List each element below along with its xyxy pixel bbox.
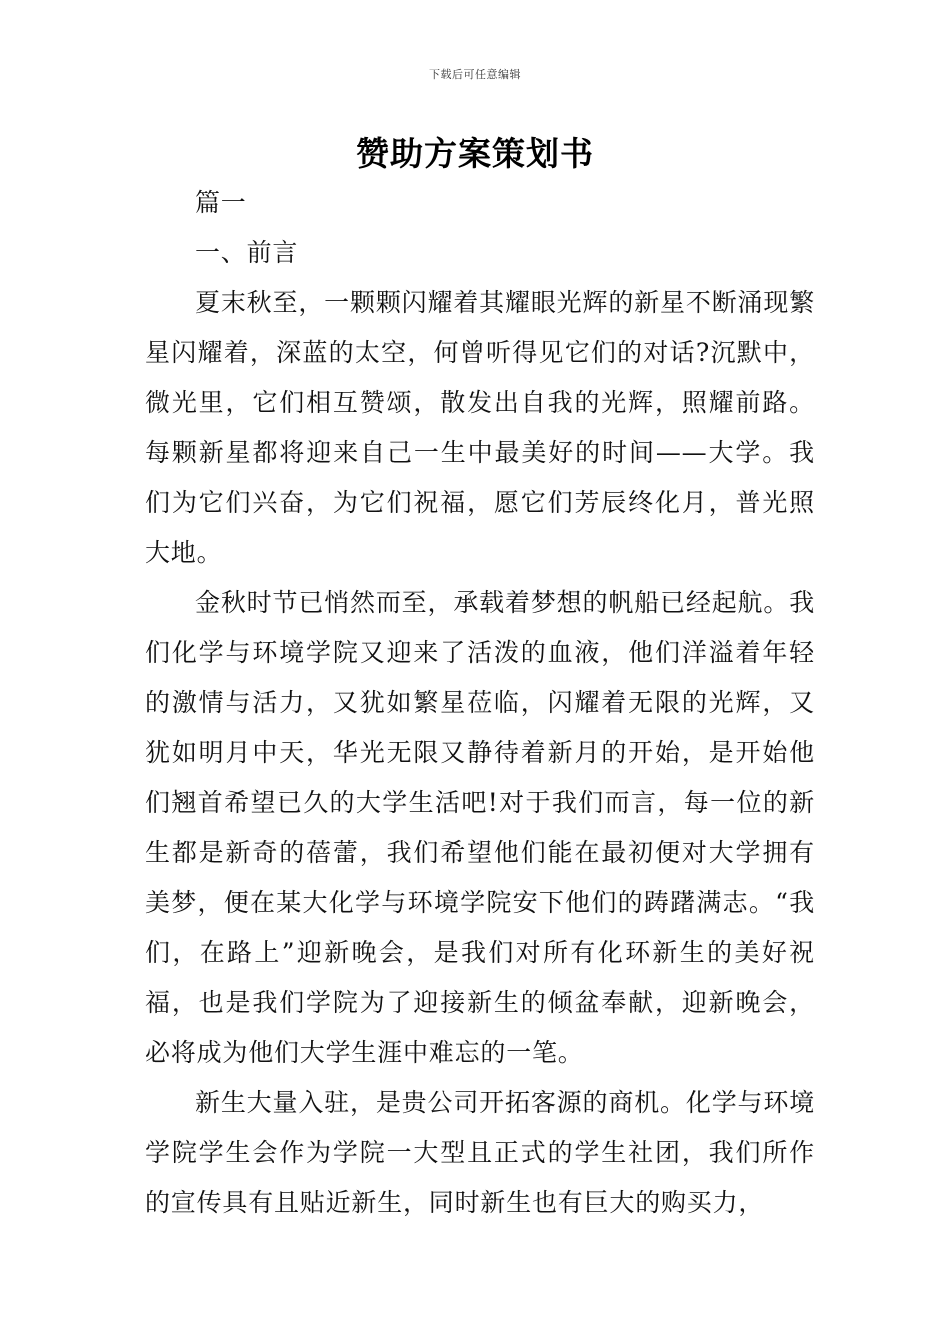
- document-body: [145, 178, 815, 1228]
- paragraph: 夏末秋至，一颗颗闪耀着其耀眼光辉的新星不断涌现繁星闪耀着，深蓝的太空，何曾听得见它们的对话?沉默中，微光里，它们相互赞颂，散发出自我的光辉，照耀前路。每颗新星都将迎来自己一生中最美好的时间——大学。我们为它们兴奋，为它们祝福，愿它们芳辰终化月，普光照大地。: [145, 288, 815, 567]
- section-label: 篇一: [195, 188, 247, 217]
- paragraph: 新生大量入驻，是贵公司开拓客源的商机。化学与环境学院学生会作为学院一大型且正式的学生社团，我们所作的宣传具有且贴近新生，同时新生也有巨大的购买力，: [145, 1088, 815, 1217]
- section-heading-preface: 一、前言: [195, 238, 299, 267]
- paragraph: 金秋时节已悄然而至，承载着梦想的帆船已经起航。我们化学与环境学院又迎来了活泼的血液，他们洋溢着年轻的激情与活力，又犹如繁星莅临，闪耀着无限的光辉，又犹如明月中天，华光无限又静待着新月的开始，是开始他们翘首希望已久的大学生活吧!对于我们而言，每一位的新生都是新奇的蓓蕾，我们希望他们能在最初便对大学拥有美梦，便在某大化学与环境学院安下他们的踌躇满志。“我们，在路上”迎新晚会，是我们对所有化环新生的美好祝福，也是我们学院为了迎接新生的倾盆奉献，迎新晚会，必将成为他们大学生涯中难忘的一笔。: [145, 588, 815, 1067]
- document-title: 赞助方案策划书: [356, 134, 594, 173]
- header-note: 下载后可任意编辑: [429, 68, 521, 81]
